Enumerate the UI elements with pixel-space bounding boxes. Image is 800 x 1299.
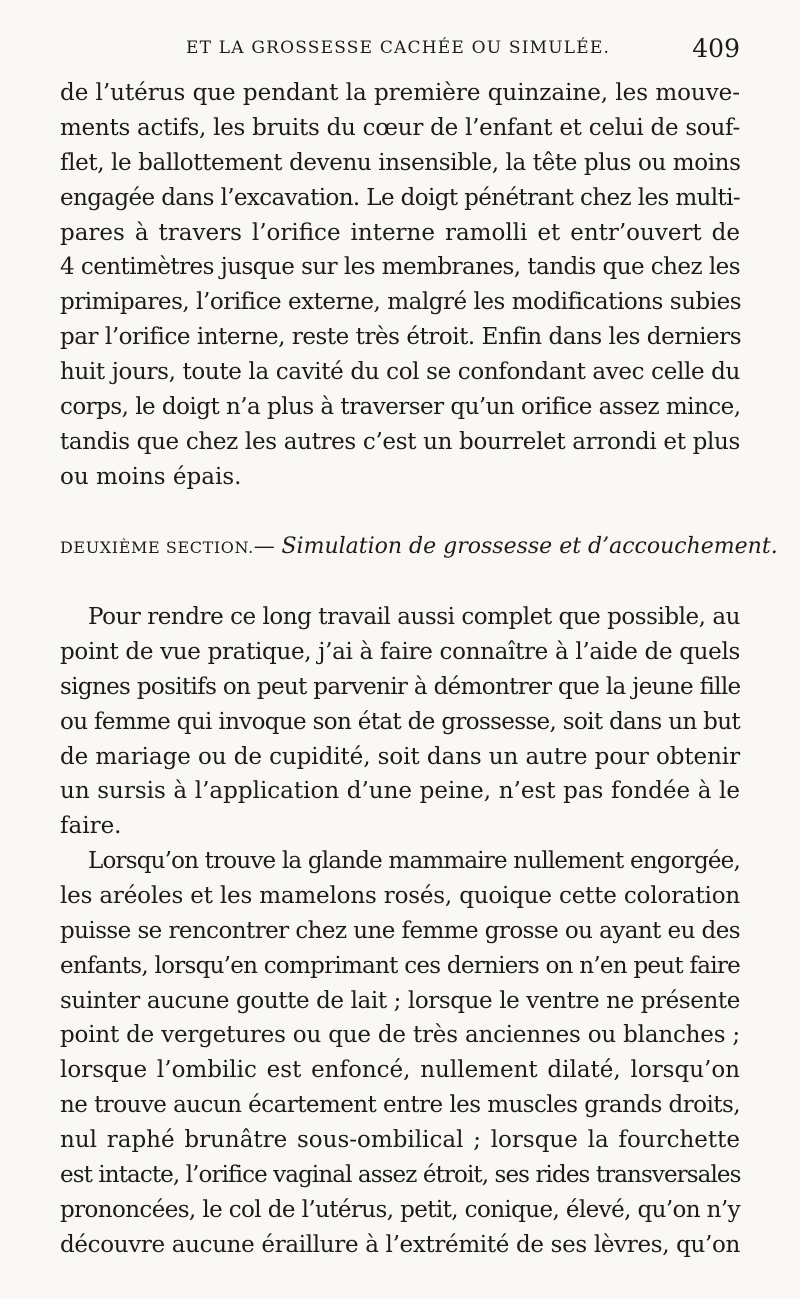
text-line: huit jours, toute la cavité du col se confondant avec celle du: [60, 359, 740, 386]
running-title: ET LA GROSSESSE CACHÉE OU SIMULÉE.: [186, 38, 611, 58]
text-line: puisse se rencontrer chez une femme grosse ou ayant eu des: [60, 917, 740, 944]
page-number: 409: [692, 34, 740, 63]
text-line: découvre aucune éraillure à l’extrémité de ses lèvres, qu’on: [60, 1231, 740, 1258]
text-line: de mariage ou de cupidité, soit dans un autre pour obtenir: [60, 743, 740, 770]
text-line: ne trouve aucun écartement entre les muscles grands droits,: [60, 1092, 740, 1119]
text-line: faire.: [60, 813, 122, 840]
text-line: suinter aucune goutte de lait ; lorsque le ventre ne présente: [60, 987, 740, 1014]
text-line: Pour rendre ce long travail aussi complet que possible, au: [88, 604, 740, 630]
page-header: [60, 34, 740, 68]
section-heading: [60, 534, 778, 559]
text-line: les aréoles et les mamelons rosés, quoique cette coloration: [60, 882, 740, 909]
text-line: 4 centimètres jusque sur les membranes, tandis que chez les: [60, 254, 740, 281]
text-line: un sursis à l’application d’une peine, n’est pas fondée à le: [60, 778, 740, 805]
text-line: signes positifs on peut parvenir à démontrer que la jeune fille: [60, 673, 741, 700]
text-line: Lorsqu’on trouve la glande mammaire nullement engorgée,: [88, 848, 740, 874]
text-line: point de vue pratique, j’ai à faire connaître à l’aide de quels: [60, 638, 740, 665]
text-line: engagée dans l’excavation. Le doigt pénétrant chez les multi-: [60, 184, 740, 211]
text-line: nul raphé brunâtre sous-ombilical ; lorsque la fourchette: [60, 1127, 740, 1154]
paragraph-intro: [60, 600, 740, 844]
text-line: enfants, lorsqu’en comprimant ces derniers on n’en peut faire: [60, 952, 740, 979]
text-line: par l’orifice interne, reste très étroit. Enfin dans les derniers: [60, 324, 742, 351]
text-line: tandis que chez les autres c’est un bourrelet arrondi et plus: [60, 428, 740, 455]
text-line: ou femme qui invoque son état de grossesse, soit dans un but: [60, 708, 741, 735]
section-title: Simulation de grossesse et d’accouchement.: [281, 534, 778, 559]
text-line: pares à travers l’orifice interne ramolli et entr’ouvert de: [60, 219, 740, 246]
text-line: est intacte, l’orifice vaginal assez étroit, ses rides transversales: [60, 1162, 741, 1189]
paragraph-continued: [60, 76, 740, 495]
section-label: DEUXIÈME SECTION.: [60, 538, 254, 557]
text-line: primipares, l’orifice externe, malgré les modifications subies: [60, 289, 742, 316]
text-line: point de vergetures ou que de très anciennes ou blanches ;: [60, 1022, 740, 1049]
text-line: flet, le ballottement devenu insensible, la tête plus ou moins: [60, 149, 741, 176]
text-line: de l’utérus que pendant la première quinzaine, les mouve-: [60, 80, 740, 106]
text-line: lorsque l’ombilic est enfoncé, nullement dilaté, lorsqu’on: [60, 1057, 740, 1084]
text-line: corps, le doigt n’a plus à traverser qu’un orifice assez mince,: [60, 394, 741, 421]
text-line: prononcées, le col de l’utérus, petit, conique, élevé, qu’on n’y: [60, 1196, 740, 1223]
paragraph-signs: [60, 844, 740, 1263]
section-dash: —: [253, 534, 275, 558]
text-line: ments actifs, les bruits du cœur de l’enfant et celui de souf-: [60, 114, 740, 141]
text-line: ou moins épais.: [60, 463, 242, 490]
